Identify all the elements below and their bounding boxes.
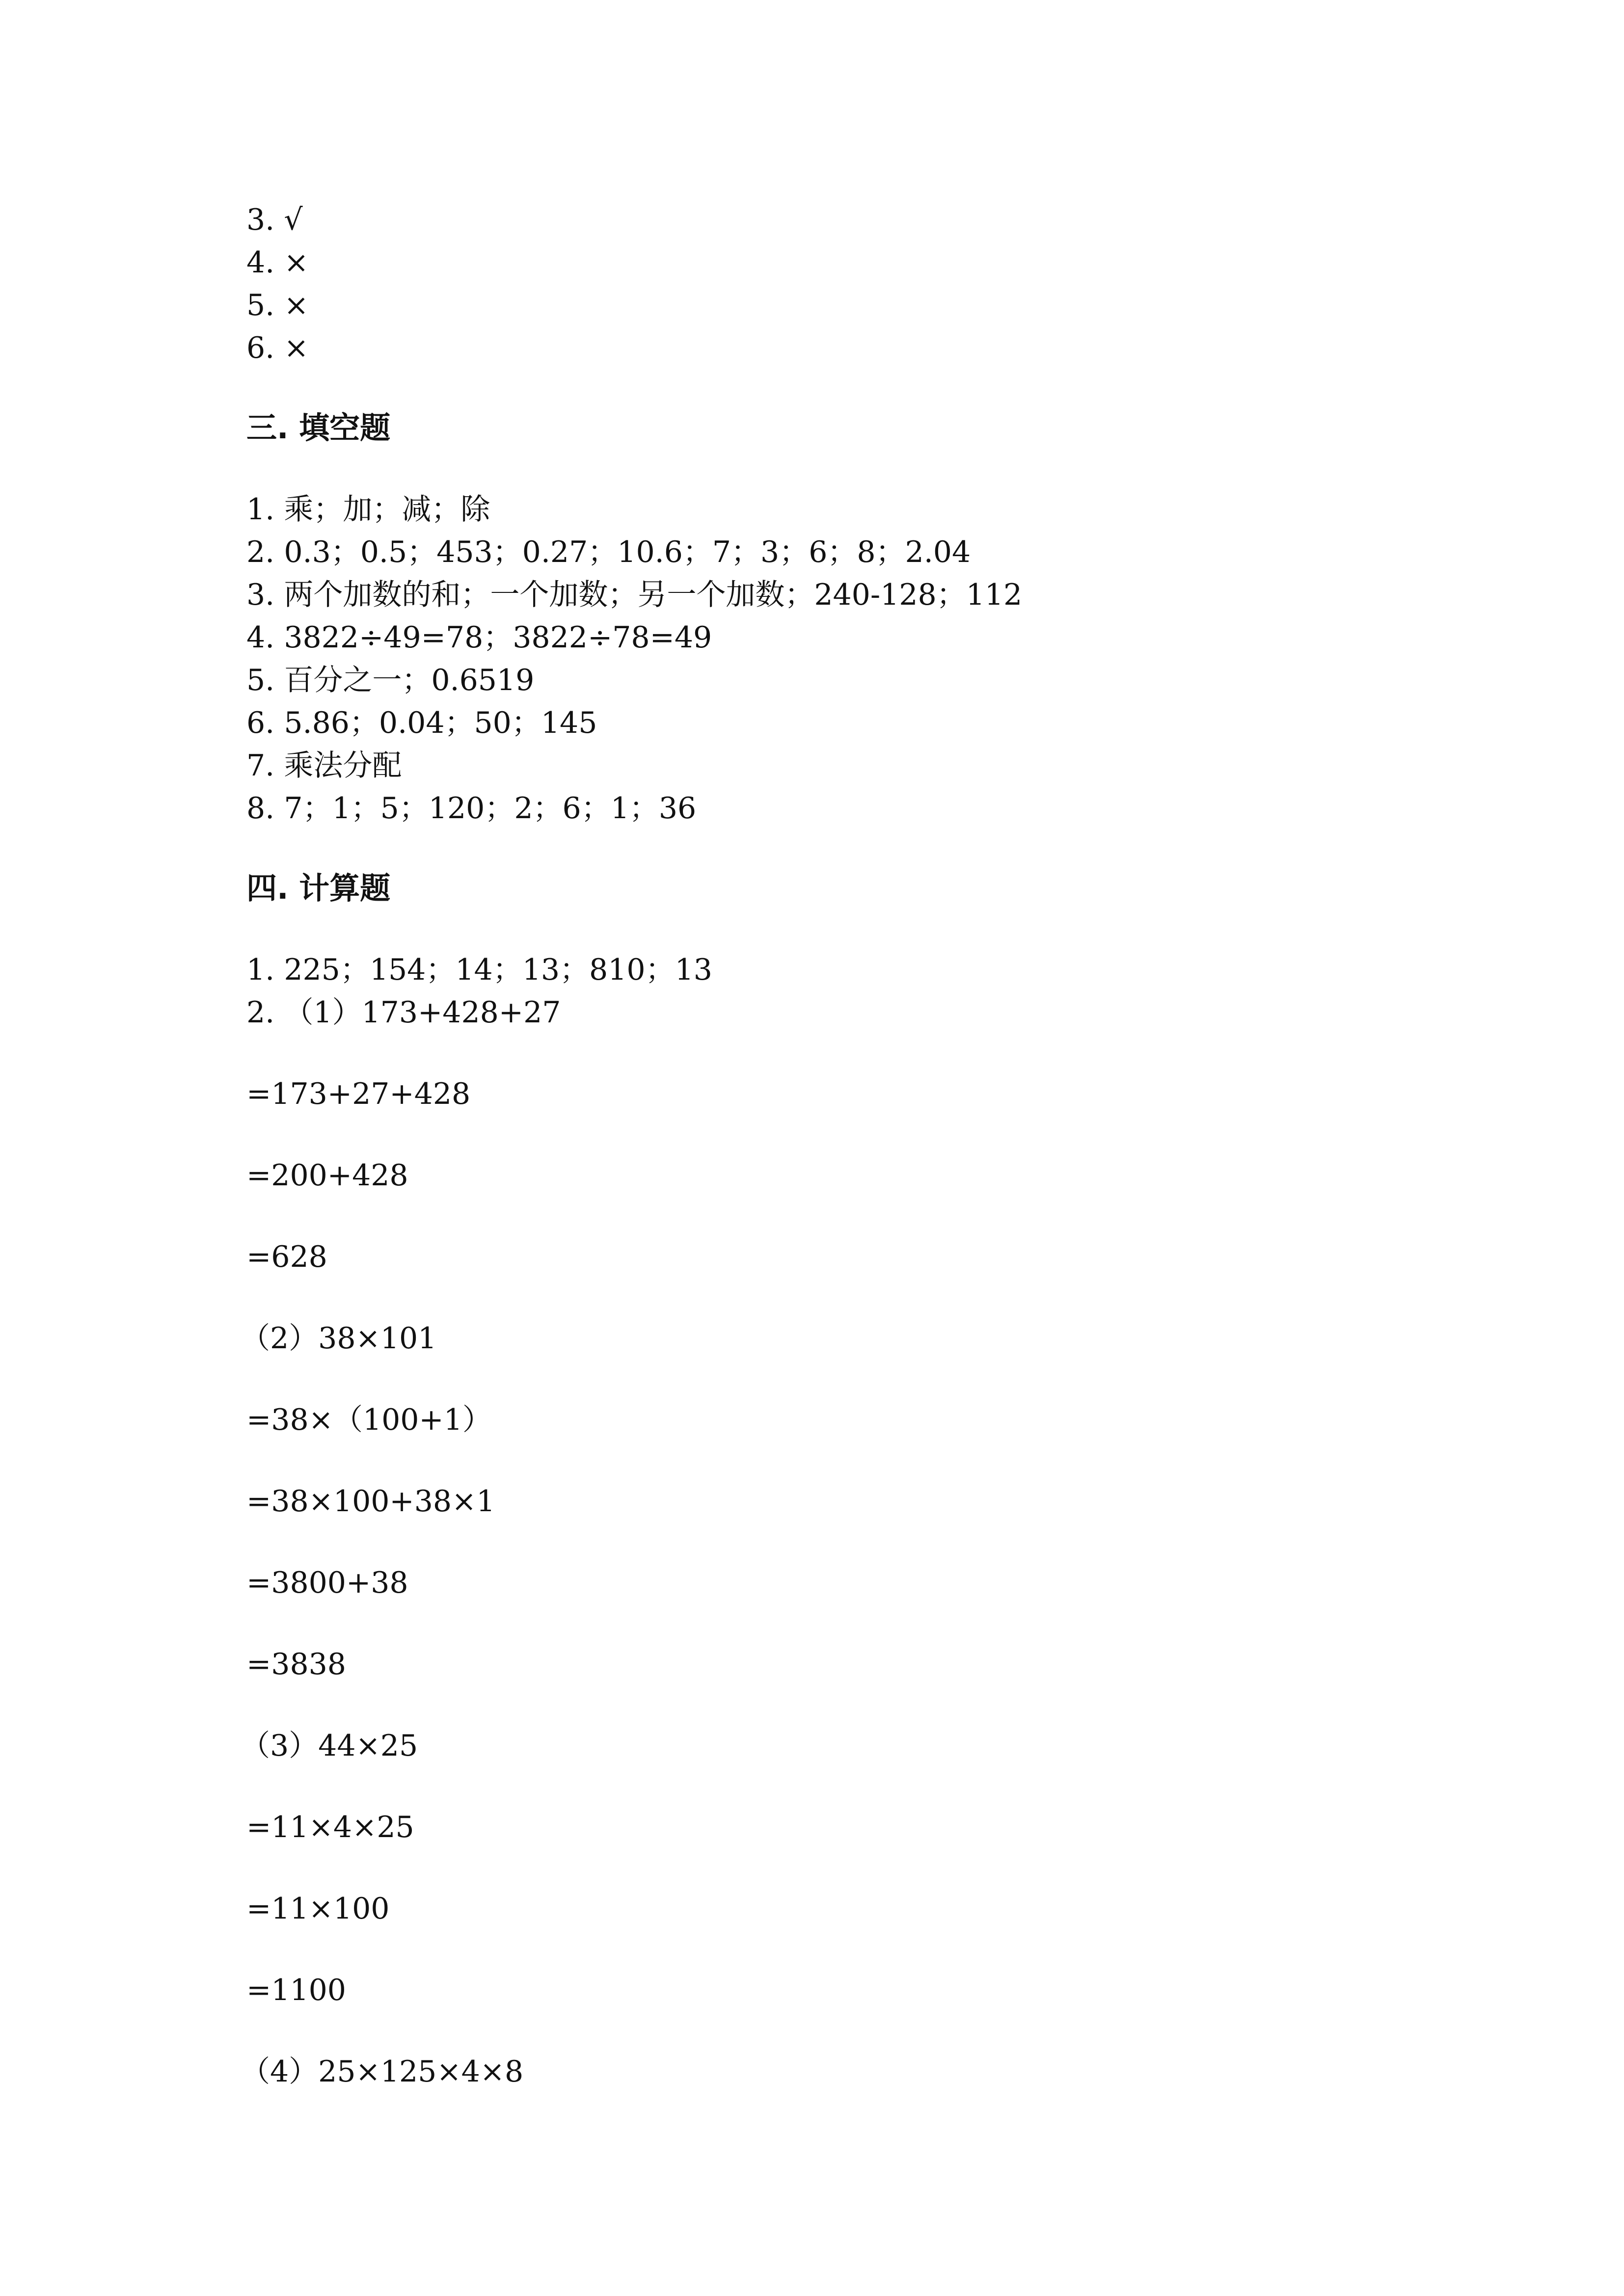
fill-answer-6: 6. 5.86；0.04；50；145 <box>246 706 597 740</box>
calc-step: =11×4×25 <box>246 1810 414 1844</box>
calc-step: =38×100+38×1 <box>246 1484 495 1519</box>
calc-step: =3838 <box>246 1647 346 1682</box>
section-heading-calculation: 四. 计算题 <box>246 870 391 906</box>
fill-answer-3: 3. 两个加数的和；一个加数；另一个加数；240-128；112 <box>246 578 1023 612</box>
calc-subproblem-2: （2）38×101 <box>241 1321 437 1356</box>
section-heading-fill-in: 三. 填空题 <box>246 410 391 446</box>
fill-answer-7: 7. 乘法分配 <box>246 748 402 783</box>
fill-answer-2: 2. 0.3；0.5；453；0.27；10.6；7；3；6；8；2.04 <box>246 535 971 569</box>
calc-step: =38×（100+1） <box>246 1403 492 1437</box>
calc-answer-1: 1. 225；154；14；13；810；13 <box>246 953 712 987</box>
fill-answer-5: 5. 百分之一；0.6519 <box>246 663 535 697</box>
calc-step: =628 <box>246 1240 327 1274</box>
judgement-answer-4: 4. × <box>246 245 309 280</box>
judgement-answer-3: 3. √ <box>246 203 303 237</box>
fill-answer-8: 8. 7；1；5；120；2；6；1；36 <box>246 791 697 826</box>
judgement-answer-6: 6. × <box>246 331 309 365</box>
fill-answer-4: 4. 3822÷49=78；3822÷78=49 <box>246 620 712 655</box>
calc-step: =1100 <box>246 1973 346 2007</box>
calc-subproblem-3: （3）44×25 <box>241 1729 418 1763</box>
calc-step: =173+27+428 <box>246 1077 471 1111</box>
fill-answer-1: 1. 乘；加；减；除 <box>246 492 490 527</box>
calc-subproblem-4: （4）25×125×4×8 <box>241 2055 524 2089</box>
calc-step: =3800+38 <box>246 1566 408 1600</box>
calc-step: =11×100 <box>246 1892 390 1926</box>
calc-answer-2-part1: 2. （1）173+428+27 <box>246 995 561 1030</box>
calc-step: =200+428 <box>246 1158 408 1193</box>
judgement-answer-5: 5. × <box>246 288 309 322</box>
